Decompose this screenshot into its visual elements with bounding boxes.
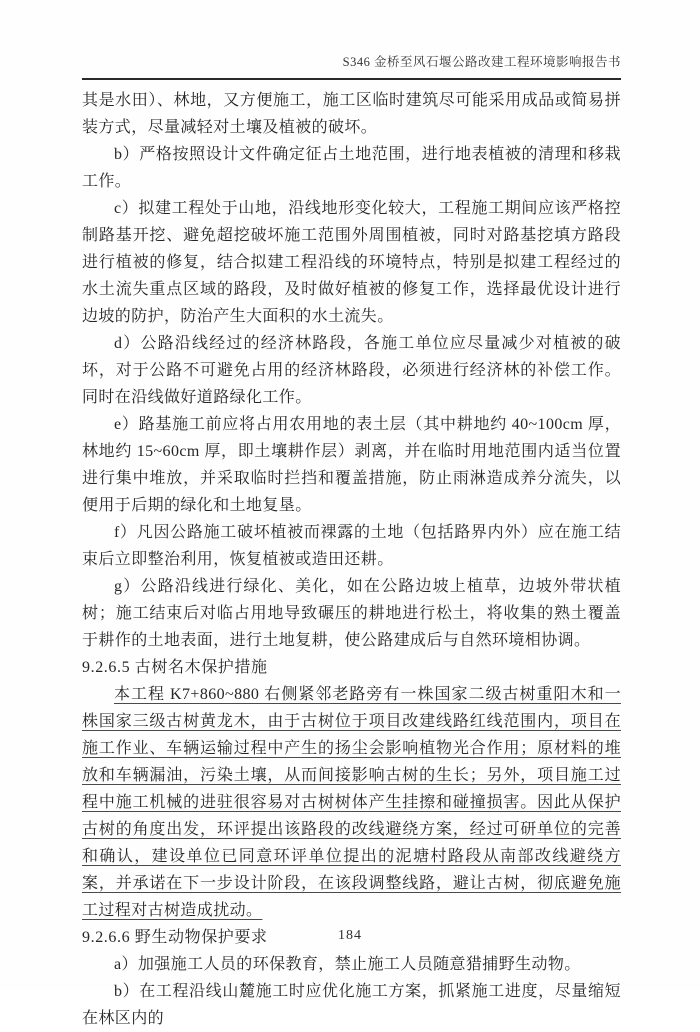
list-item-b-wildlife: b）在工程沿线山麓施工时应优化施工方案，抓紧施工进度，尽量缩短在林区内的 bbox=[82, 983, 621, 1027]
document-body bbox=[82, 87, 621, 1032]
list-item-c-vegetation: c）拟建工程处于山地，沿线地形变化较大，工程施工期间应该严格控制路基开挖、避免超挖破坏施工范围外周围植被，同时对路基挖填方路段进行植被的修复，结合拟建工程沿线的环境特点，特别是拟建工程经过的水土流失重点区域的路段，及时做好植被的修复工作，选择最优设计进行边坡的防护，防治产生大面积的水土流失。 bbox=[82, 200, 621, 325]
page-content bbox=[82, 52, 621, 1032]
list-item-d-vegetation: d）公路沿线经过的经济林路段，各施工单位应尽量减少对植被的破坏，对于公路不可避免占用的经济林路段，必须进行经济林的补偿工作。同时在沿线做好道路绿化工作。 bbox=[82, 335, 621, 406]
list-item-b-vegetation: b）严格按照设计文件确定征占土地范围，进行地表植被的清理和移栽工作。 bbox=[82, 146, 621, 190]
paragraph-ancient-trees: 本工程 K7+860~880 右侧紧邻老路旁有一株国家二级古树重阳木和一株国家三级古树黄龙木，由于古树位于项目改建线路红线范围内，项目在施工作业、车辆运输过程中产生的扬尘会影响植物光合作用；原材料的堆放和车辆漏油，污染土壤，从而间接影响古树的生长；另外，项目施工过程中施工机械的进驻很容易对古树树体产生挂擦和碰撞损害。因此从保护古树的角度出发，环评提出该路段的改线避绕方案，经过可研单位的完善和确认，建设单位已同意环评单位提出的泥塘村路段从南部改线避绕方案，并承诺在下一步设计阶段，在该段调整线路，避让古树，彻底避免施工过程对古树造成扰动。 bbox=[82, 686, 621, 919]
paragraph-continuation: 其是水田）、林地，又方便施工，施工区临时建筑尽可能采用成品或简易拼装方式，尽量减轻对土壤及植被的破坏。 bbox=[82, 92, 621, 136]
section-heading-wildlife: 9.2.6.6 野生动物保护要求 bbox=[82, 929, 268, 946]
page-number: 184 bbox=[338, 928, 362, 943]
list-item-e-vegetation: e）路基施工前应将占用农用地的表土层（其中耕地约 40~100cm 厚，林地约 15~60cm 厚，即土壤耕作层）剥离，并在临时用地范围内适当位置进行集中堆放，并采取临时拦挡和覆盖措施，防止雨淋造成养分流失，以便用于后期的绿化和土地复垦。 bbox=[82, 416, 621, 514]
list-item-g-vegetation: g）公路沿线进行绿化、美化，如在公路边坡上植草，边坡外带状植树；施工结束后对临占用地导致碾压的耕地进行松土，将收集的熟土覆盖于耕作的土地表面，进行土地复耕，使公路建成后与自然环境相协调。 bbox=[82, 578, 621, 649]
section-heading-ancient-trees: 9.2.6.5 古树名木保护措施 bbox=[82, 659, 268, 676]
list-item-f-vegetation: f）凡因公路施工破坏植被而裸露的土地（包括路界内外）应在施工结束后立即整治利用，恢复植被或造田还耕。 bbox=[82, 524, 621, 568]
running-header: S346 金桥至风石堰公路改建工程环境影响报告书 bbox=[82, 52, 621, 80]
list-item-a-wildlife: a）加强施工人员的环保教育，禁止施工人员随意猎捕野生动物。 bbox=[114, 956, 581, 973]
